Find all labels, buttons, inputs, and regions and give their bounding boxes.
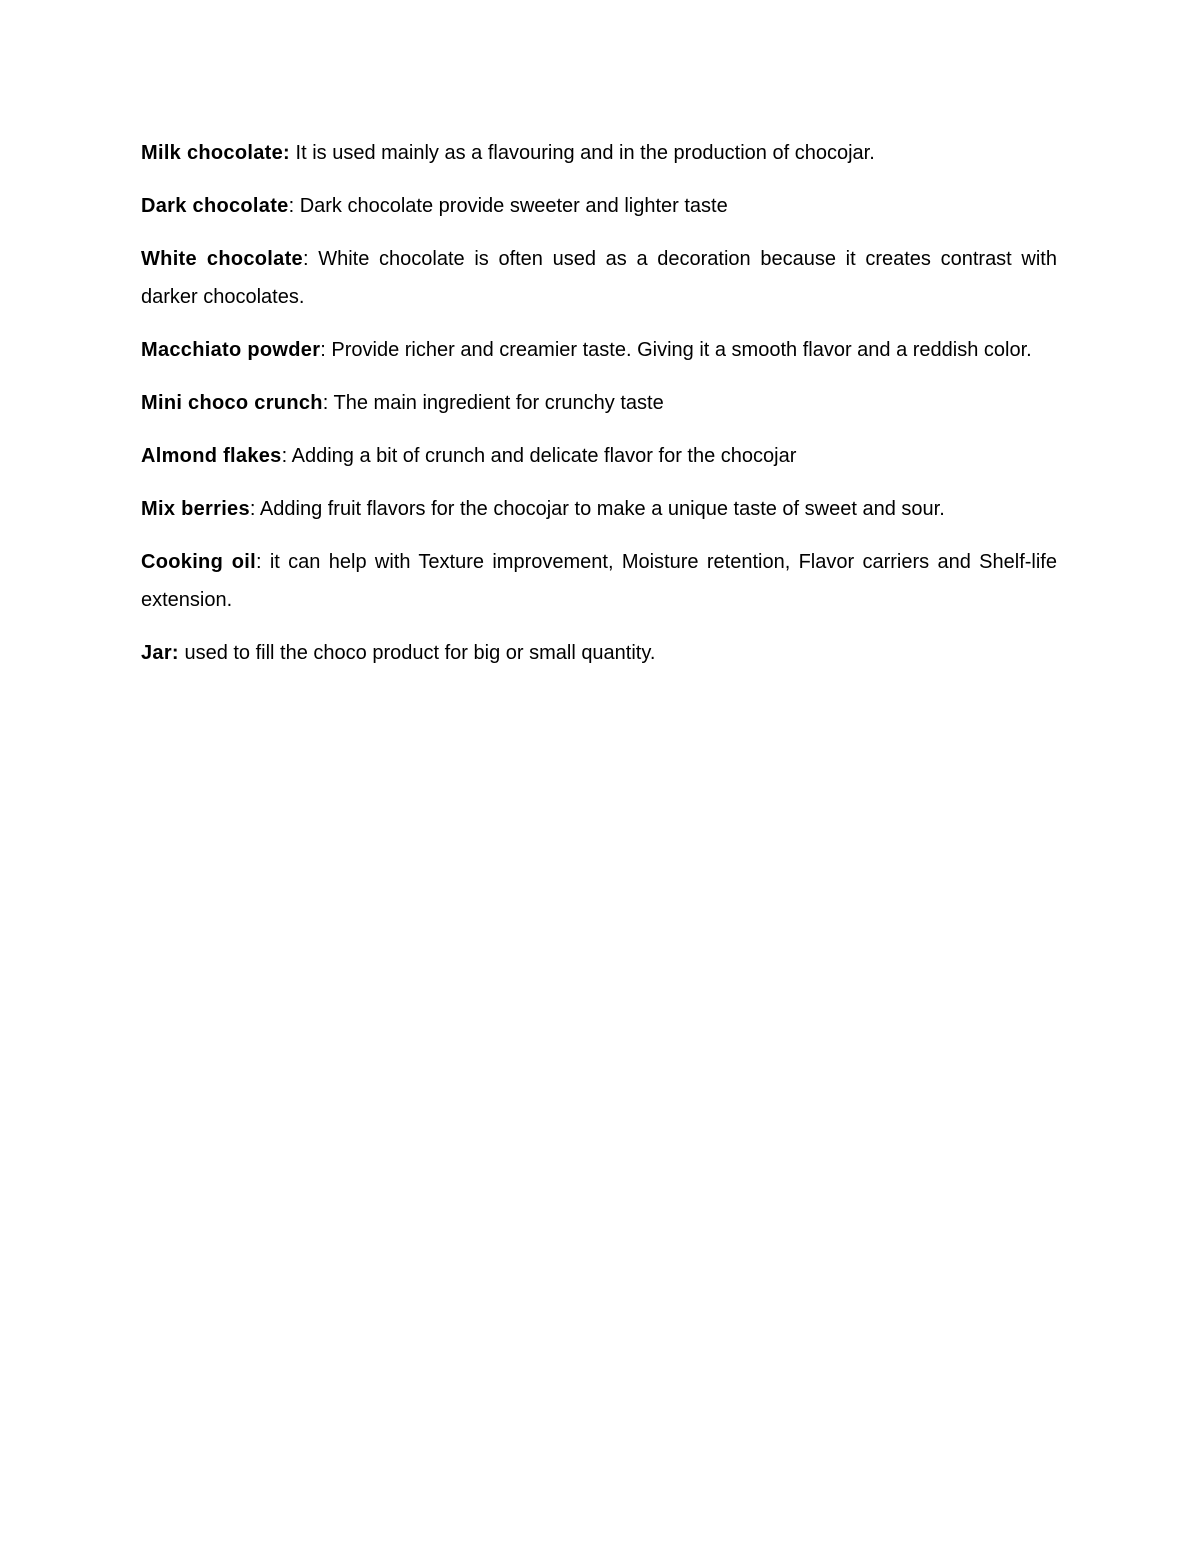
entry-description: : Adding a bit of crunch and delicate flavor for the chocojar	[281, 445, 797, 467]
entry-term: Milk chocolate:	[141, 142, 290, 164]
entry-mix-berries	[141, 490, 1057, 528]
entry-term: White chocolate	[141, 248, 303, 270]
entry-dark-chocolate	[141, 187, 1057, 225]
entry-description: : White chocolate is often used as a decoration because it creates contrast with darker chocolates.	[141, 248, 1057, 308]
entry-description: : Dark chocolate provide sweeter and lighter taste	[288, 195, 728, 217]
entry-white-chocolate	[141, 240, 1057, 316]
entry-almond-flakes	[141, 437, 1057, 475]
entry-description: : Adding fruit flavors for the chocojar to make a unique taste of sweet and sour.	[249, 498, 945, 520]
entry-term: Cooking oil	[141, 551, 256, 573]
entry-mini-choco-crunch	[141, 384, 1057, 422]
entry-term: Jar:	[141, 642, 179, 664]
entry-description: It is used mainly as a flavouring and in the production of chocojar.	[289, 142, 875, 164]
entry-term: Dark chocolate	[141, 195, 289, 217]
entry-term: Macchiato powder	[141, 339, 321, 361]
entry-description: : it can help with Texture improvement, Moisture retention, Flavor carriers and Shelf-life extension.	[141, 551, 1057, 611]
entry-cooking-oil	[141, 543, 1057, 619]
entry-description: used to fill the choco product for big or small quantity.	[178, 642, 656, 664]
entry-macchiato-powder	[141, 331, 1057, 369]
entry-milk-chocolate	[141, 134, 1057, 172]
entry-term: Mix berries	[141, 498, 250, 520]
entry-jar	[141, 634, 1057, 672]
ingredient-list	[141, 134, 1057, 687]
entry-description: : The main ingredient for crunchy taste	[322, 392, 664, 414]
entry-term: Almond flakes	[141, 445, 282, 467]
entry-description: : Provide richer and creamier taste. Giving it a smooth flavor and a reddish color.	[320, 339, 1032, 361]
entry-term: Mini choco crunch	[141, 392, 323, 414]
